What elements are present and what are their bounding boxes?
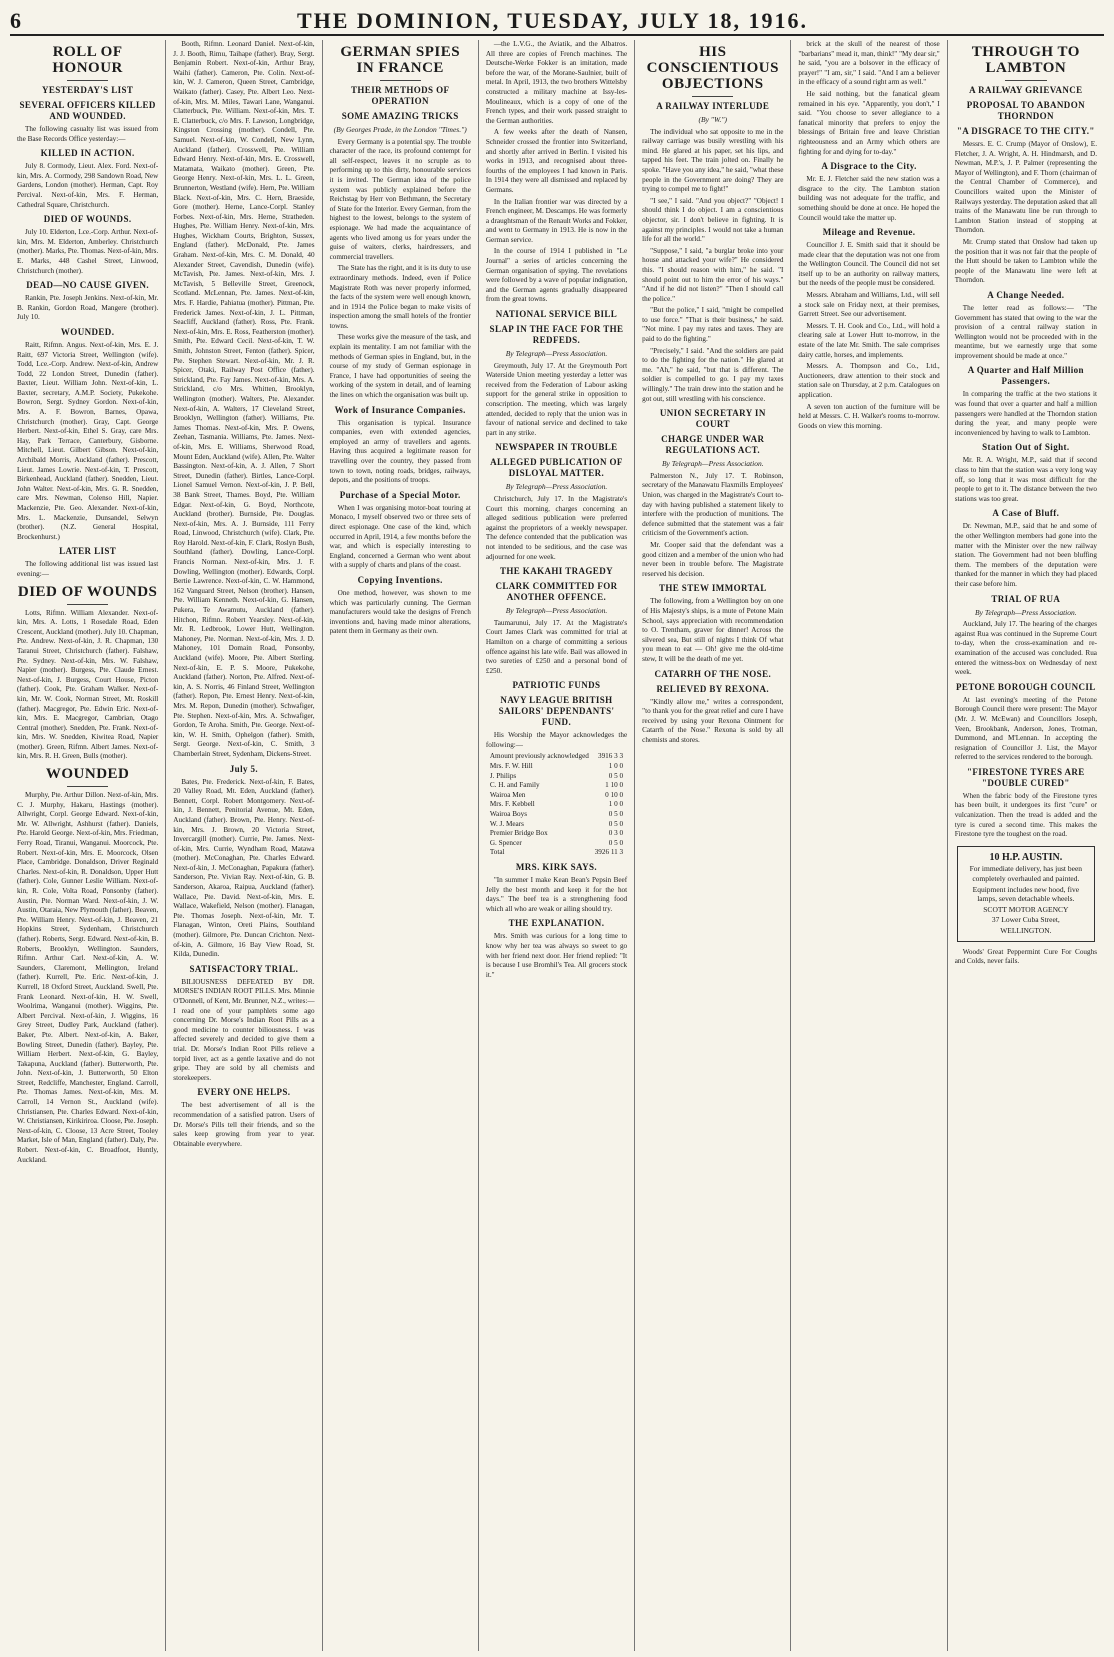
fund-donor: Premier Bridge Box	[489, 829, 548, 838]
headline-rule	[67, 786, 108, 787]
article-paragraph: Lotts, Rifmn. William Alexander. Next-of-kin, Mrs. A. Lotts, 1 Rosedale Road, Eden Crescent, Auckland (mother). July 10. Chapman, Pte. Andrew. Next-of-kin, J. R. Chapman, 130 Taranui Street, Christchurch (father). Falshaw, Pte. Sydney. Next-of-kin, Mrs. W. Falshaw, Napier (mother). Burgess, Pte. Claude Ernest. Next-of-kin, J. Burgess, Court House, Picton (father). Cook, Pte. Graham Walker. Next-of-kin, Mr. W. Cook, Norman Street, Mt. Roskill (father). Macgregor, Pte. Edwin Eric. Next-of-kin, Mrs. E. Macgregor, Cambrian, Otago Central (mother). Snedden, Pte. Frank. Next-of-kin, Mrs. W. Snedden, Kiwitea Road, Napier (mother). Green, Rifmn. Albert James. Next-of-kin, Mrs. R. H. Green, Bulls (mother).	[17, 608, 159, 761]
article-paragraph: "I see," I said. "And you object?" "Object! I should think I do object. I am a conscientious objector, sir. I don't believe in fighting. It is against my principles. I would not take a human life for all the world."	[642, 196, 784, 244]
masthead	[10, 4, 1104, 36]
article-subheading: EVERY ONE HELPS.	[197, 1087, 291, 1098]
article-paragraph: When I was organising motor-boat touring at Monaco, I myself observed two or three sets of direct espionage. One case of the kind, which occurred in April, 1914, a few months before the war, and which is especially interesting to England, concerned a German who went about with a supply of charts and plans of the coast.	[329, 503, 471, 570]
headline-rule	[67, 80, 108, 81]
fund-row	[486, 810, 627, 820]
article-subheading: PROPOSAL TO ABANDON THORNDON	[966, 100, 1085, 121]
article-paragraph: Mrs. Smith was curious for a long time to know why her tea was always so sweet to go with her friend next door. Her friend replied: "It is because I use Bromhil's Tea. All grocers stock it."	[485, 932, 628, 979]
article-headline: THROUGH TO LAMBTON	[971, 44, 1080, 76]
article-paragraph: The letter read as follows:— "The Government has stated that owing to the war the provision of a central railway station in Wellington would not be proceeded with in the meantime, but we earnestly urge that some improvement should be made at once."	[954, 303, 1097, 360]
article-paragraph: In the course of 1914 I published in "Le Journal" a series of articles concerning the German organisation of spying. The revelations were followed by a wave of popular indignation, and the German agents gradually disappeared from the great towns.	[485, 247, 628, 304]
article-paragraph: Dr. Newman, M.P., said that he and some of the other Wellington members had gone into the matter with the Minister over the new railway station. The Government had not been bluffing them. The members of the deputation were thanked for the manner in which they had placed their case before him.	[954, 522, 1097, 588]
fund-row	[486, 829, 627, 839]
article-subheading: ALLEGED PUBLICATION OF DISLOYAL MATTER.	[490, 457, 623, 479]
fund-donor: C. H. and Family	[489, 781, 540, 790]
fund-amount: 0 5 0	[608, 819, 624, 828]
article-paragraph: A seven ton auction of the furniture will be held at Messrs. C. H. Walker's rooms to-morrow. Goods on view this morning.	[798, 402, 940, 430]
article-paragraph: "Kindly allow me," writes a correspondent, "to thank you for the great relief and cure I have received by using your Rexona Ointment for Catarrh of the Nose." Rexona is sold by all chemists and stores.	[642, 697, 784, 744]
article-subheading: TRIAL OF RUA	[991, 593, 1061, 604]
fund-row	[486, 791, 627, 801]
article-byline: By Telegraph—Press Association.	[505, 349, 608, 359]
article-subheading: SATISFACTORY TRIAL.	[189, 963, 299, 974]
article-paragraph: His Worship the Mayor acknowledges the following:—	[485, 731, 628, 749]
article-subheading: NEWSPAPER IN TROUBLE	[495, 442, 618, 453]
article-paragraph: "Suppose," I said, "a burglar broke into your house and attacked your wife?" He considered this. "I should reason with him," he said. "I should point out to him the error of his ways." "And if he did not listen?" "Then I should call the police."	[642, 246, 784, 303]
article-subheading: SEVERAL OFFICERS KILLED AND WOUNDED.	[19, 100, 156, 121]
article-subheading: A Disgrace to the City.	[821, 161, 917, 172]
article-paragraph: One method, however, was shown to me which was particularly cunning. The German manufacturers would take the designs of French inventions and, having made minor alterations, patent them in Germany as their own.	[329, 588, 471, 636]
fund-amount: 0 3 0	[608, 829, 624, 838]
column-5	[635, 40, 791, 1651]
article-paragraph: Every Germany is a potential spy. The trouble character of the race, its profound contempt for all self-respect, leaves it no scruple as to performing up to this dirty, honourable services it is invited. The German idea of the police system was publicly explained before the Reichstag by Herr von Bethmann, the Secretary of State for the Interior. Every German, from the highest to the lowest, belongs to the system of espionage. We had made the acquaintance of agents who lived among us for years under the guise of waiters, clerks, hairdressers, and commercial travellers.	[329, 137, 471, 261]
article-paragraph: The State has the right, and it is its duty to use extraordinary methods. Indeed, even if Police Magistrate Roth was never properly informed, the facts of the system were well enough known, and in 1914 the Police began to make visits of inspection among the small hotels of the frontier towns.	[329, 264, 471, 330]
article-subheading: NATIONAL SERVICE BILL	[495, 309, 618, 320]
fund-row	[486, 781, 627, 791]
article-subheading: KILLED IN ACTION.	[40, 148, 135, 159]
article-byline: (By "W.")	[698, 115, 728, 124]
article-paragraph: "But the police," I said, "might be compelled to use force." "That is their business," he said. "Not mine. I pay my rates and taxes. They are paid to do the fighting."	[642, 306, 784, 344]
article-paragraph: BILIOUSNESS DEFEATED BY DR. MORSE'S INDIAN ROOT PILLS. Mrs. Minnie O'Donnell, of Kent, Mr. Brunner, N.Z., writes:— I read one of your pamphlets some ago concerning Dr. Morse's Indian Root Pills as a good medicine to counter biliousness. I was affected severely and decided to give them a trial. Dr. Morse's Indian Root Pills relieve a torpid liver, act as a gentle laxative and do not gripe. They are sold by all chemists and storekeepers.	[173, 977, 315, 1082]
article-paragraph: The individual who sat opposite to me in the railway carriage was busily wrestling with his mind. He glared at his paper, set his lips, and tapped his feet. The train jolted on. Finally he spoke. "Have you any idea," he said, "what these people in the Government are doing? They are trying to compel me to fight!"	[642, 127, 784, 194]
fund-donor: Mrs. F. Kebbell	[489, 800, 535, 809]
article-byline: By Telegraph—Press Association.	[505, 482, 608, 492]
advertisement-title: 10 H.P. AUSTIN.	[989, 851, 1063, 863]
article-byline: By Telegraph—Press Association.	[975, 607, 1077, 617]
fund-donor: Wairoa Men	[489, 790, 526, 799]
advertisement-line: 37 Lower Cuba Street,	[991, 915, 1060, 925]
fund-row	[486, 762, 627, 772]
article-subheading: PATRIOTIC FUNDS	[512, 680, 601, 691]
fund-amount: 3916 3 3	[597, 752, 624, 761]
column-4	[479, 40, 635, 1651]
article-headline: HIS CONSCIENTIOUS OBJECTIONS	[646, 44, 779, 92]
article-paragraph: In comparing the traffic at the two stations it was found that over a quarter and half a million passengers were handled at the Thorndon station during the year, and many people were inconvenienced by having to walk to Lambton.	[954, 390, 1097, 437]
article-paragraph: These works give the measure of the task, and explain its mentality. I am not familiar with the methods of German spies in England, but, in the course of my study of German espionage in France, I have had opportunities of seeing the working of the system in detail, and of learning the lines on which the organisation was built up.	[329, 333, 471, 400]
article-paragraph: Woods' Great Peppermint Cure For Coughs and Colds, never fails.	[954, 947, 1097, 966]
article-paragraph: At last evening's meeting of the Petone Borough Council there were present: The Mayor (Mr. J. W. McEwan) and Councillors Joseph, Veen, Brookbank, Anderson, Jones, Trotman, Dummond, and M'Lennan. In accepting the resignation of Councillor J. List, the Mayor referred to the services rendered to the borough.	[954, 695, 1097, 762]
article-paragraph: Bates, Pte. Frederick. Next-of-kin, F. Bates, 20 Valley Road, Mt. Eden, Auckland (father). Bennett, Corpl. Robert Montgomery. Next-of-kin, J. Bennett, Penitorial Avenue, Mt. Eden, Auckland (father). Brown, Pte. Henry. Next-of-kin, Mrs. J. Brown, 20 Victoria Street, Invercargill (mother). Currie, Pte. James. Next-of-kin, Mrs. Currie, Wyndham Road, Matawa (mother). McConaghan, Pte. Charles Edward. Next-of-kin, J. McConaghan, Papakura (father). Sanderson, Pte. Vivian Ray. Next-of-kin, G. B. Sanderson, Akaroa, Raipua, Auckland (father). Wallace, Pte. David. Next-of-kin, Mrs. E. Wallace, Wakefield, Nelson (mother). Flanagan, Pte. Thomas Joseph. Next-of-kin, Mr. T. Flanagan, Winton, Oreti Plains, Southland (mother). Gilmore, Pte. Duncan Crichton. Next-of-kin, A. Gilmore, 16 Bay View Road, St. Kilda, Dunedin.	[173, 777, 315, 959]
fund-amount: 1 0 0	[608, 762, 624, 771]
article-paragraph: Mr. Crump stated that Onslow had taken up the position that it was not fair that the people of the Hutt should be taken to Lambton while the people of the Manawatu line were left at Thorndon.	[954, 237, 1097, 285]
article-byline: By Telegraph—Press Association.	[661, 459, 764, 469]
masthead-title: THE DOMINION, TUESDAY, JULY 18, 1916.	[296, 8, 809, 33]
fund-donor: Amount previously acknowledged	[489, 752, 589, 761]
fund-list	[486, 752, 627, 858]
article-paragraph: Messrs. Abraham and Williams, Ltd., will sell a stock sale on Friday next, at their premises, Garrett Street. See our advertisement.	[798, 291, 940, 319]
article-subheading: Purchase of a Special Motor.	[339, 489, 461, 500]
article-paragraph: Greymouth, July 17. At the Greymouth Port Waterside Union meeting yesterday a letter was received from the Federation of Labour asking support for the general strike in opposition to conscription. The meeting, which was largely attended, decided to reply that the union was in favour of national service and declined to take part in any strike.	[485, 361, 628, 437]
fund-amount: 0 5 0	[608, 771, 624, 780]
article-subheading: Work of Insurance Companies.	[334, 404, 466, 415]
article-subheading: A RAILWAY GRIEVANCE	[969, 85, 1083, 95]
article-paragraph: Rankin, Pte. Joseph Jenkins. Next-of-kin, Mr. B. Rankin, Gordon Road, Mangere (brother). July 10.	[17, 294, 159, 322]
fund-row	[486, 800, 627, 810]
fund-donor: W. J. Mears	[489, 819, 524, 828]
article-subheading: A Quarter and Half Million Passengers.	[967, 365, 1084, 387]
article-paragraph: Mr. E. J. Fletcher said the new station was a disgrace to the city. The Lambton station building was not adequate for the traffic, and something should be done at once. He hoped the Council would take the matter up.	[798, 175, 940, 222]
article-subheading: A Case of Bluff.	[992, 508, 1060, 519]
article-subheading: THE EXPLANATION.	[508, 918, 605, 929]
article-subheading: SOME AMAZING TRICKS	[341, 111, 459, 121]
fund-row	[486, 848, 627, 858]
article-paragraph: Auckland, July 17. The hearing of the charges against Rua was continued in the Supreme Court to-day, when the cross-examination and re-examination of the accused was concluded. Rua entered the witness-box on Wednesday of next week.	[954, 620, 1097, 677]
article-paragraph: Messrs. T. H. Cook and Co., Ltd., will hold a clearing sale at Lower Hutt to-morrow, in the estate of the late Mr. Smith. The sale comprises dairy cattle, horses, and implements.	[798, 321, 940, 359]
advertisement-line: Equipment includes new hood, five lamps, seven detachable wheels.	[972, 884, 1080, 904]
advertisement-line: SCOTT MOTOR AGENCY	[983, 904, 1069, 914]
article-paragraph: Booth, Rifmn. Leonard Daniel. Next-of-kin, J. J. Booth, Rimu, Taihape (father). Bray, Sergt. Benjamin Robert. Next-of-kin, Arthur Bray, Waihi (father). Cameron, Pte. Colin. Next-of-kin, W. J. Cameron, Queen Street, Cambridge, Waikato (father). Casey, Pte. Albert Leo. Next-of-kin, Mrs. M. Miles, Tawari Lane, Wanganui. Clatterbuck, Pte. William. Next-of-kin, Mrs. T. E. Clatterbuck, c/o Mrs. F. Lawson, Longbridge, Kingston Crossing (mother). Condell, Pte. Samuel. Next-of-kin, W. Condell, New Lynn, Auckland (father). Crosswell, Pte. William Edward Henry. Next-of-kin, Mrs. E. Crosswell, Matamata, Waikato (mother). Green, Pte. George Henry. Next-of-kin, Mrs. L. L. Green, Brunnerton, Westland (wife). Hern, Pte. William Black. Next-of-kin, Mrs. C. Hern, Braeside, Gore (mother). Herne, Lance-Corpl. Stanley Forbes. Next-of-kin, Mrs. Herne, Stratheden. Hughes, Pte. William Henry. Next-of-kin, Mrs. Hughes, Wickham Courts, Brighton, Sussex, England (father). McDonald, Pte. James Graham. Next-of-kin, Mrs. C. M. Donald, 40 Alexander Street, Cavendish, Dunedin (wife). McTavish, Pte. James. Next-of-kin, Mrs. J. McTavish, 5 Belleville Street, Greenock, Scotland. McLennan, Pte. James. Next-of-kin, Mrs. F. Hardie, Pahiatua (mother). Pittman, Pte. Frederick James. Next-of-kin, J. L. Pittman, Seacliff, Auckland (father). Ross, Pte. Frank. Next-of-kin, Mrs. E. Ross, Featherston (mother). Smith, Pte. Edward Cecil. Next-of-kin, T. W. Smith, Johnston Street, Fenton (father). Spicer, Pte. Stephen Stewart. Next-of-kin, Mr. J. R. Spicer, Otaki, Railway Post Office (father). Strickland, Pte. Fay James. Next-of-kin, Mrs. A. Strickland, c/o Mrs. Whitten, Brooklyn, Wellington (mother). Walters, Pte. Alexander. Next-of-kin, A. Walters, 17 Cleveland Street, Brooklyn, Wellington (father). Williams, Pte. James Thomas. Next-of-kin, Mrs. P. Owens, Zeehan, Tasmania. Williams, Pte. James. Next-of-kin, Mrs. E. Williams, Sherwood Road, Mount Eden, Auckland (wife). Allen, Pte. Walter Bassington. Next-of-kin, A. J. Allen, 7 Short Street, Dunedin (father). Birtles, Lance-Corpl. Lionel Samuel Vernon. Next-of-kin, J. P. Bell, 38 Bank Street, Thames. Boyd, Pte. William Edgar. Next-of-kin, G. Boyd, Northcote, Auckland (brother). Burnside, Pte. Douglas. Next-of-kin, Mrs. A. J. Burnside, 111 Ferry Road, Linwood, Christchurch (wife). Clark, Pte. Roy Harold. Next-of-kin, F. Clark, Roslyn Bush, Southland (father). Dowling, Lance-Corpl. Francis Norman. Next-of-kin, Mrs. J. F. Dowling, Wellington (mother). Edwards, Corpl. Bertie Lawrence. Next-of-kin, C. W. Hammond, 162 Vanguard Street, Nelson (brother). Hansen, Pte. William Kenneth. Next-of-kin, G. Hansen, Pukera, Te Awamutu, Auckland (father). Hitchon, Rifmn. Robert Yearsley. Next-of-kin, Mr. R. Ledbrook, Lower Hutt, Wellington. Mahoney, Pte. Norman. Next-of-kin, Mrs. J. D. Mahoney, 101 Domain Road, Ponsonby, Auckland (wife). Moore, Pte. Albert Sterling. Next-of-kin, E. P. S. Moore, Pukekohe, Auckland (father). Norton, Pte. Alfred. Next-of-kin, A. S. Norris, 46 Finland Street, Wellington (father). Repon, Pte. Ernest Henry. Next-of-kin, Mrs. M. Repon, Dunedin (mother). Schwafiger, Pte. Stephen. Next-of-kin, Mrs. A. Schwafiger, Gordon, Te Aroha. Smith, Pte. George. Next-of-kin, W. H. Smith, Ophelgon (father). Smith, Sergt. George. Next-of-kin, C. Smith, 3 Chamberlain Street, Sydenham, Dickens-Street.	[173, 40, 315, 758]
article-subheading: A RAILWAY INTERLUDE	[656, 101, 770, 111]
article-paragraph: In the Italian frontier war was directed by a French engineer, M. Descamps. He was formerly a draughtsman of the Renault Works and Fokker, and went to Germany in 1913. He is now in the German service.	[485, 197, 628, 244]
fund-donor: J. Philips	[489, 771, 517, 780]
fund-amount: 0 10 0	[605, 790, 624, 799]
article-subheading: CHARGE UNDER WAR REGULATIONS ACT.	[661, 434, 765, 456]
article-paragraph: brick at the skull of the nearest of those "barbarians" mead it, man, think!" "My dear sir," he said, "you are a bolsover in the efficacy of prayer!" "I am, sir," I said. "And I am a believer in the efficacy of a sound right arm as well."	[798, 40, 940, 87]
article-subheading: YESTERDAY'S LIST	[41, 85, 134, 95]
fund-donor: G. Spencer	[489, 838, 522, 847]
article-paragraph: Mr. Cooper said that the defendant was a good citizen and a member of the union who had never been in trouble before. The Magistrate reserved his decision.	[642, 540, 784, 578]
article-paragraph: Raitt, Rifmn. Angus. Next-of-kin, Mrs. E. J. Raitt, 697 Victoria Street, Wellington (wife). Todd, Lce.-Corp. Andrew. Next-of-kin, Andrew Todd, 22 London Street, Dunedin (father). Baxter, Lieut. William John. Next-of-kin, L. Baxter, secretary, A.M.P. Society, Pukekohe. Bowron, Sergt. Sydney Gordon. Next-of-kin, Mrs. A. F. Bowron, Barnes, Opawa, Christchurch (mother). Gray, Capt. George Herbert. Next-of-kin, Ethel S. Gray, care Mrs. Hay, Park Terrace, Canterbury, Gisborne. Mitchell, Lieut. Gilbert Gibson. Next-of-kin, Archibald Morris, Auckland (father). Prescott, Lieut. James Lowrie. Next-of-kin, T. Prescott, Birkenhead, Auckland (father). Snedden, Lieut. John Walter. Next-of-kin, Mrs. G. R. Snedden, care Mrs. Newman, Colenso Hill, Napier. Mackenzie, Pte. Geo. Alexander. Next-of-kin, Mrs. L. Mackenzie, Dunsandel, Selwyn (brother). (N.Z. General Hospital, Brockenhurst.)	[17, 340, 159, 541]
article-paragraph: "In summer I make Kean Bean's Pepsin Beef Jelly the best month and keep it for the hot days." The beef tea is a strengthening food which all who are weak or ailing should try.	[485, 876, 628, 913]
headline-rule	[380, 80, 421, 81]
page-number: 6	[10, 8, 21, 33]
article-subheading: DIED OF WOUNDS.	[43, 214, 132, 225]
article-headline: GERMAN SPIES IN FRANCE	[340, 44, 461, 76]
article-subheading: RELIEVED BY REXONA.	[656, 683, 770, 694]
column-2	[166, 40, 322, 1651]
fund-row	[486, 820, 627, 830]
article-subheading: Station Out of Sight.	[982, 442, 1070, 453]
fund-row	[486, 839, 627, 849]
column-3	[323, 40, 479, 1651]
article-subheading: DEAD—NO CAUSE GIVEN.	[26, 280, 150, 291]
article-subheading: PETONE BOROUGH COUNCIL	[956, 681, 1096, 692]
article-paragraph: The following additional list was issued last evening:—	[17, 560, 159, 578]
article-subheading: CATARRH OF THE NOSE.	[654, 668, 772, 679]
article-paragraph: The following casualty list was issued from the Base Records Office yesterday:—	[17, 125, 159, 143]
article-paragraph: The following, from a Wellington boy on one of His Majesty's ships, is a mute of Petone Main School, says appreciation with recommendation to O. Trentham, graver for dinner! Across the silvered sea, But still of nights I think Of what you mean to eat — Oh! give me the old-time stew, It will be the death of me yet.	[642, 597, 784, 663]
article-paragraph: "Precisely," I said. "And the soldiers are paid to do the fighting for the nation." He glared at me. "Ah," he said, "but that is different. The soldier is compelled to go. I pay my taxes willingly." The train drew into the station and he got out, still wrestling with his conscience.	[642, 346, 784, 403]
fund-row	[486, 772, 627, 782]
article-paragraph: The best advertisement of all is the recommendation of a satisfied patron. Users of Dr. Morse's Pills tell their friends, and so the sales keep growing from year to year. Obtainable everywhere.	[173, 1101, 315, 1148]
article-paragraph: Councillor J. E. Smith said that it should be made clear that the deputation was not one from the Wellington Council. The Council did not set itself up to be an authority on railway matters, but the needs of the people must be considered.	[798, 241, 940, 288]
article-subheading: THE STEW IMMORTAL	[658, 583, 767, 594]
article-paragraph: Messrs. E. C. Crump (Mayor of Onslow), E. Fletcher, J. A. Wright, A. H. Hindmarsh, and D. Newman, M.P.'s, J. P. Palmer (representing the Mayor of Wellington), and F. Thorn (chairman of the Central Chamber of Commerce), and Councillors waited upon the Minister of Railways yesterday. The deputation asked that all trains of the Manawatu line be run through to Lambton Station instead of stopping at Thorndon.	[954, 140, 1097, 235]
article-paragraph: When the fabric body of the Firestone tyres has been built, it undergoes its first "cure" or vulcanization. Then the tread is added and the tyre is cured a second time. This makes the Firestone tyre the toughest on the road.	[954, 791, 1097, 839]
fund-donor: Wairoa Boys	[489, 810, 527, 819]
article-subheading: MRS. KIRK SAYS.	[515, 862, 598, 872]
fund-amount: 0 5 0	[608, 810, 624, 819]
article-subheading: Mileage and Revenue.	[822, 227, 916, 238]
article-paragraph: This organisation is typical. Insurance companies, even with extended agencies, employed an army of travellers and agents. Having thus acquired a legitimate reason for travelling over the country, they passed from town to town, noting roads, bridges, railways, depots, and the positions of troops.	[329, 418, 471, 485]
article-byline: By Telegraph—Press Association.	[505, 606, 608, 616]
article-paragraph: Taumarunui, July 17. At the Magistrate's Court James Clark was committed for trial at Hamilton on a charge of committing a serious offence against his late wife. Bail was allowed in two sureties of £250 and a personal bond of £250.	[485, 618, 628, 675]
article-subheading: LATER LIST	[59, 546, 117, 557]
advertisement-line: For immediate delivery, has just been completely overhauled and painted.	[969, 864, 1083, 884]
article-paragraph: —the L.V.G., the Aviatik, and the Albatros. All three are copies of French machines. The Deutsche-Werke Fokker is an imitation, made before the war, of the Morane-Saulnier, built of metal. In April, 1913, the two brothers Wittelsby constructed a military machine at Issy-les-Moulineaux, which is a copy of one of the French types, and their work passed straight to the German authorities.	[485, 40, 628, 125]
article-paragraph: A few weeks after the death of Nansen, Schneider crossed the frontier into Switzerland, and shortly after arrived in Berlin. I visited his works in 1913, and recognised about three-fourths of the employees I had known in Paris. In 1914 they were all dismissed and replaced by Germans.	[485, 128, 628, 194]
article-subheading: "A DISGRACE TO THE CITY."	[956, 126, 1095, 136]
article-subheading: CLARK COMMITTED FOR ANOTHER OFFENCE.	[495, 581, 618, 603]
advertisement-line: WELLINGTON.	[1000, 926, 1052, 935]
article-headline: DIED OF WOUNDS	[17, 583, 158, 600]
column-6	[791, 40, 947, 1651]
article-subheading: Copying Inventions.	[357, 574, 443, 585]
article-paragraph: July 10. Elderton, Lce.-Corp. Arthur. Next-of-kin, Mrs. M. Elderton, Amberley. Christchurch (mother). Marks, Pte. Thomas. Next-of-kin, Mrs. E. Marks, 448 Cashel Street, Linwood, Christchurch (mother).	[17, 228, 159, 275]
column-1	[10, 40, 166, 1651]
article-subheading: WOUNDED.	[60, 326, 115, 337]
article-paragraph: Murphy, Pte. Arthur Dillon. Next-of-kin, Mrs. C. J. Murphy, Hakaru, Hastings (mother). Allwright, Corpl. George Edward. Next-of-kin, Mr. W. Allwright, Ashhurst (father). Daniels, Pte. Harold George. Next-of-kin, Mrs. Friedman, Ferry Road, Tiranui, Wanganui. Moorcock, Pte. Robert. Next-of-kin, Mrs. E. Moorcock, Olsen Place, Cambridge. Donaldson, Driver Reginald Charles. Next-of-kin, R. Donaldson, Upper Hutt (father). Cole, Gunner Leslie William. Next-of-kin, R. Cole, Volta Road, Ponsonby (father). Austin, Pte. Norman Ward. Next-of-kin, J. W. Austin, Otaraia, New Plymouth (father). Beaven, Pte. William Henry. Next-of-kin, J. Beaven, 21 Hopkins Street, Sydenham, Christchurch (father). Roberts, Sergt. Edward. Next-of-kin, B. Roberts, Brooklyn, Wellington. Saunders, Rifmn. Arthur Carl. Next-of-kin, A. W. Saunders, Claremont, Mellington, Ireland (father). Kurrell, Pte. Eric. Next-of-kin, J. Kurrell, 18 Oxford Street, Auckland. Swell, Pte. Frank Leonard. Next-of-kin, H. W. Swell, Woolrima, Wanganui (mother). Wiggins, Pte. Albert Percival. Next-of-kin, J. Wiggins, 16 Grey Street, Dudley Park, Auckland (father). Baker, Pte. Albert. Next-of-kin, A. Baker, Bowling Street, Dunedin (father). Bayley, Pte. William Herbert. Next-of-kin, G. Bayley, Takapuna, Auckland (father). Butterworth, Pte. John. Next-of-kin, J. Butterworth, 50 Elton Street, Redcliffe, Manchester, England. Carroll, Pte. Thomas James. Next-of-kin, Mrs. M. Carroll, 14 Vernon St., Auckland (wife). Christiansen, Pte. Charles Edward. Next-of-kin, W. Christiansen, Kirikiriroa. Cloose, Pte. Joseph. Next-of-kin, C. Cloose, 13 Acre Street, Tooley Market, Isle of Man, England (father). Daly, Pte. Robert. Next-of-kin, C. Broadfoot, Huntly, Auckland.	[17, 791, 159, 1164]
headline-rule	[67, 604, 108, 605]
article-subheading: July 5.	[229, 763, 259, 774]
article-subheading: A Change Needed.	[987, 289, 1065, 300]
fund-donor: Total	[489, 848, 505, 857]
fund-amount: 0 5 0	[608, 838, 624, 847]
article-paragraph: He said nothing, but the fanatical gleam remained in his eye. "Apparently, you don't," I said. "You choose to sever allegiance to a fanatical minority that prefers to enjoy the blessings of Britain free and leave Christian righteousness and an Army which others are fighting for and dying for to-day."	[798, 89, 940, 156]
fund-amount: 1 0 0	[608, 800, 624, 809]
article-paragraph: Messrs. A. Thompson and Co., Ltd., Auctioneers, draw attention to their stock and station sale on Thursday, at 2 p.m. Catalogues on application.	[798, 362, 940, 399]
headline-rule	[1005, 80, 1047, 81]
fund-row	[486, 752, 627, 762]
fund-donor: Mrs. F. W. Hill	[489, 762, 533, 771]
article-headline: WOUNDED	[45, 766, 130, 783]
article-headline: ROLL OF HONOUR	[52, 44, 123, 76]
article-byline: (By Georges Prade, in the London "Times.")	[333, 125, 467, 134]
article-paragraph: Palmerston N., July 17. T. Robinson, secretary of the Manawatu Flaxmills Employees' Union, was charged in the Magistrate's Court to-day with having published a statement likely to interfere with the production of munitions. The defence submitted that the statement was a fair criticism of the Government's action.	[642, 471, 784, 538]
article-subheading: THEIR METHODS OF OPERATION	[350, 85, 450, 106]
article-paragraph: Christchurch, July 17. In the Magistrate's Court this morning, charges concerning an alleged seditious publication were preferred against the proprietors of a weekly newspaper. The defence contended that the publication was not intended to be seditious, and the case was adjourned for one week.	[485, 494, 628, 561]
fund-amount: 1 10 0	[605, 781, 624, 790]
article-subheading: "FIRESTONE TYRES ARE "DOUBLE CURED"	[967, 766, 1085, 788]
article-subheading: NAVY LEAGUE BRITISH SAILORS' DEPENDANTS' FUND.	[498, 695, 615, 728]
advertisement-box	[957, 846, 1095, 942]
article-subheading: THE KAKAHI TRAGEDY	[499, 566, 614, 577]
column-7	[948, 40, 1104, 1651]
headline-rule	[692, 96, 733, 97]
article-paragraph: Mr. R. A. Wright, M.P., said that if second class to him that the station was a very long way off, so long that it was most difficult for the people to get to it. The distance between the two stations was too great.	[954, 456, 1097, 503]
article-paragraph: July 8. Cormody, Lieut. Alex. Ford. Next-of-kin, Mrs. A. Cormody, 298 Sandown Road, New Gardens, London (mother). Herman, Capt. Roy Percival. Next-of-kin, Mrs. F. Herman, Cathedral Square, Christchurch.	[17, 162, 159, 209]
article-subheading: UNION SECRETARY IN COURT	[659, 408, 766, 430]
article-subheading: SLAP IN THE FACE FOR THE REDFEDS.	[489, 324, 624, 346]
columns	[10, 40, 1104, 1651]
fund-amount: 3926 11 3	[594, 848, 624, 857]
